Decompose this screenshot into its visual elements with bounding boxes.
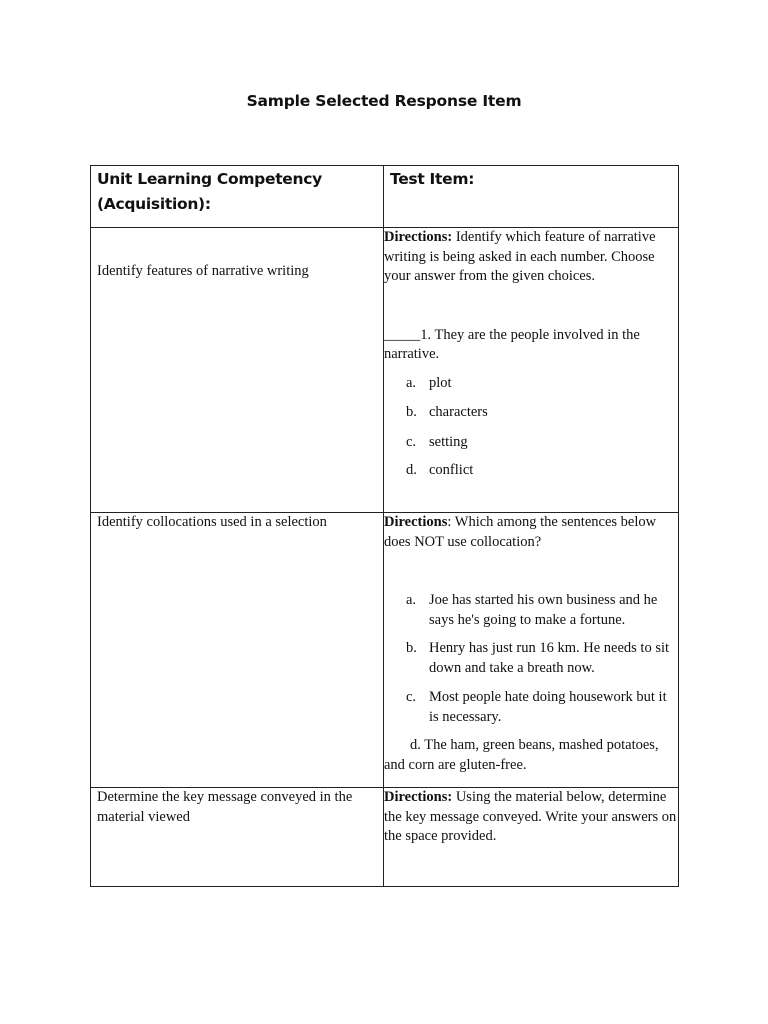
option-text: plot <box>429 374 452 391</box>
directions-text: Identify which feature of narrative writing is being asked in each number. Choose your answer from the given choices. <box>384 229 656 284</box>
table-row <box>91 228 679 513</box>
competency-text: Determine the key message conveyed in the material viewed <box>97 789 353 825</box>
header-competency-line1: Unit Learning Competency <box>97 170 322 188</box>
option-item <box>406 688 674 727</box>
header-competency <box>91 166 384 228</box>
directions-label: Directions <box>384 514 448 530</box>
directions <box>384 513 678 552</box>
option-text: setting <box>429 433 468 450</box>
directions <box>384 228 678 287</box>
option-text: Henry has just run 16 km. He needs to sit down and take a breath now. <box>429 640 670 676</box>
option-item <box>406 374 674 394</box>
table-row <box>91 788 679 887</box>
test-item-cell <box>384 513 679 788</box>
header-test-item-label: Test Item: <box>390 170 475 188</box>
question-text: _____1. They are the people involved in the narrative. <box>384 326 640 362</box>
competency-cell <box>91 228 384 513</box>
option-letter: d. <box>406 462 417 478</box>
option-item <box>406 403 674 423</box>
assessment-table <box>90 165 679 887</box>
option-item <box>406 639 674 678</box>
test-item-cell <box>384 788 679 887</box>
document-title: Sample Selected Response Item <box>246 92 522 110</box>
competency-text: Identify collocations used in a selection <box>97 514 327 530</box>
table-header-row <box>91 166 679 228</box>
option-item <box>406 461 674 481</box>
option-letter: a. <box>406 592 417 608</box>
option-letter: c. <box>406 689 417 705</box>
option-item <box>406 591 674 630</box>
option-letter: b. <box>406 404 417 420</box>
option-item <box>406 433 674 453</box>
competency-cell <box>91 788 384 887</box>
competency-text: Identify features of narrative writing <box>97 263 309 279</box>
directions-label: Directions: <box>384 789 453 805</box>
table-row <box>91 513 679 788</box>
option-letter: a. <box>406 374 417 391</box>
option-text: characters <box>429 404 488 420</box>
directions-label: Directions: <box>384 229 453 245</box>
option-text: conflict <box>429 462 474 478</box>
header-competency-line2: (Acquisition): <box>97 195 211 213</box>
option-text: Joe has started his own business and he says he's going to make a fortune. <box>429 592 658 628</box>
option-d-text: d. The ham, green beans, mashed potatoes, and corn are gluten-free. <box>384 737 659 773</box>
option-text: Most people hate doing housework but it is necessary. <box>429 689 667 725</box>
header-test-item <box>384 166 679 228</box>
option-letter: c. <box>406 433 417 450</box>
directions-text: Using the material below, determine the key message conveyed. Write your answers on the space provided. <box>384 789 677 844</box>
directions-text: : Which among the sentences below does NOT use collocation? <box>384 514 657 550</box>
directions <box>384 788 678 847</box>
option-letter: b. <box>406 640 417 656</box>
competency-cell <box>91 513 384 788</box>
test-item-cell <box>384 228 679 513</box>
